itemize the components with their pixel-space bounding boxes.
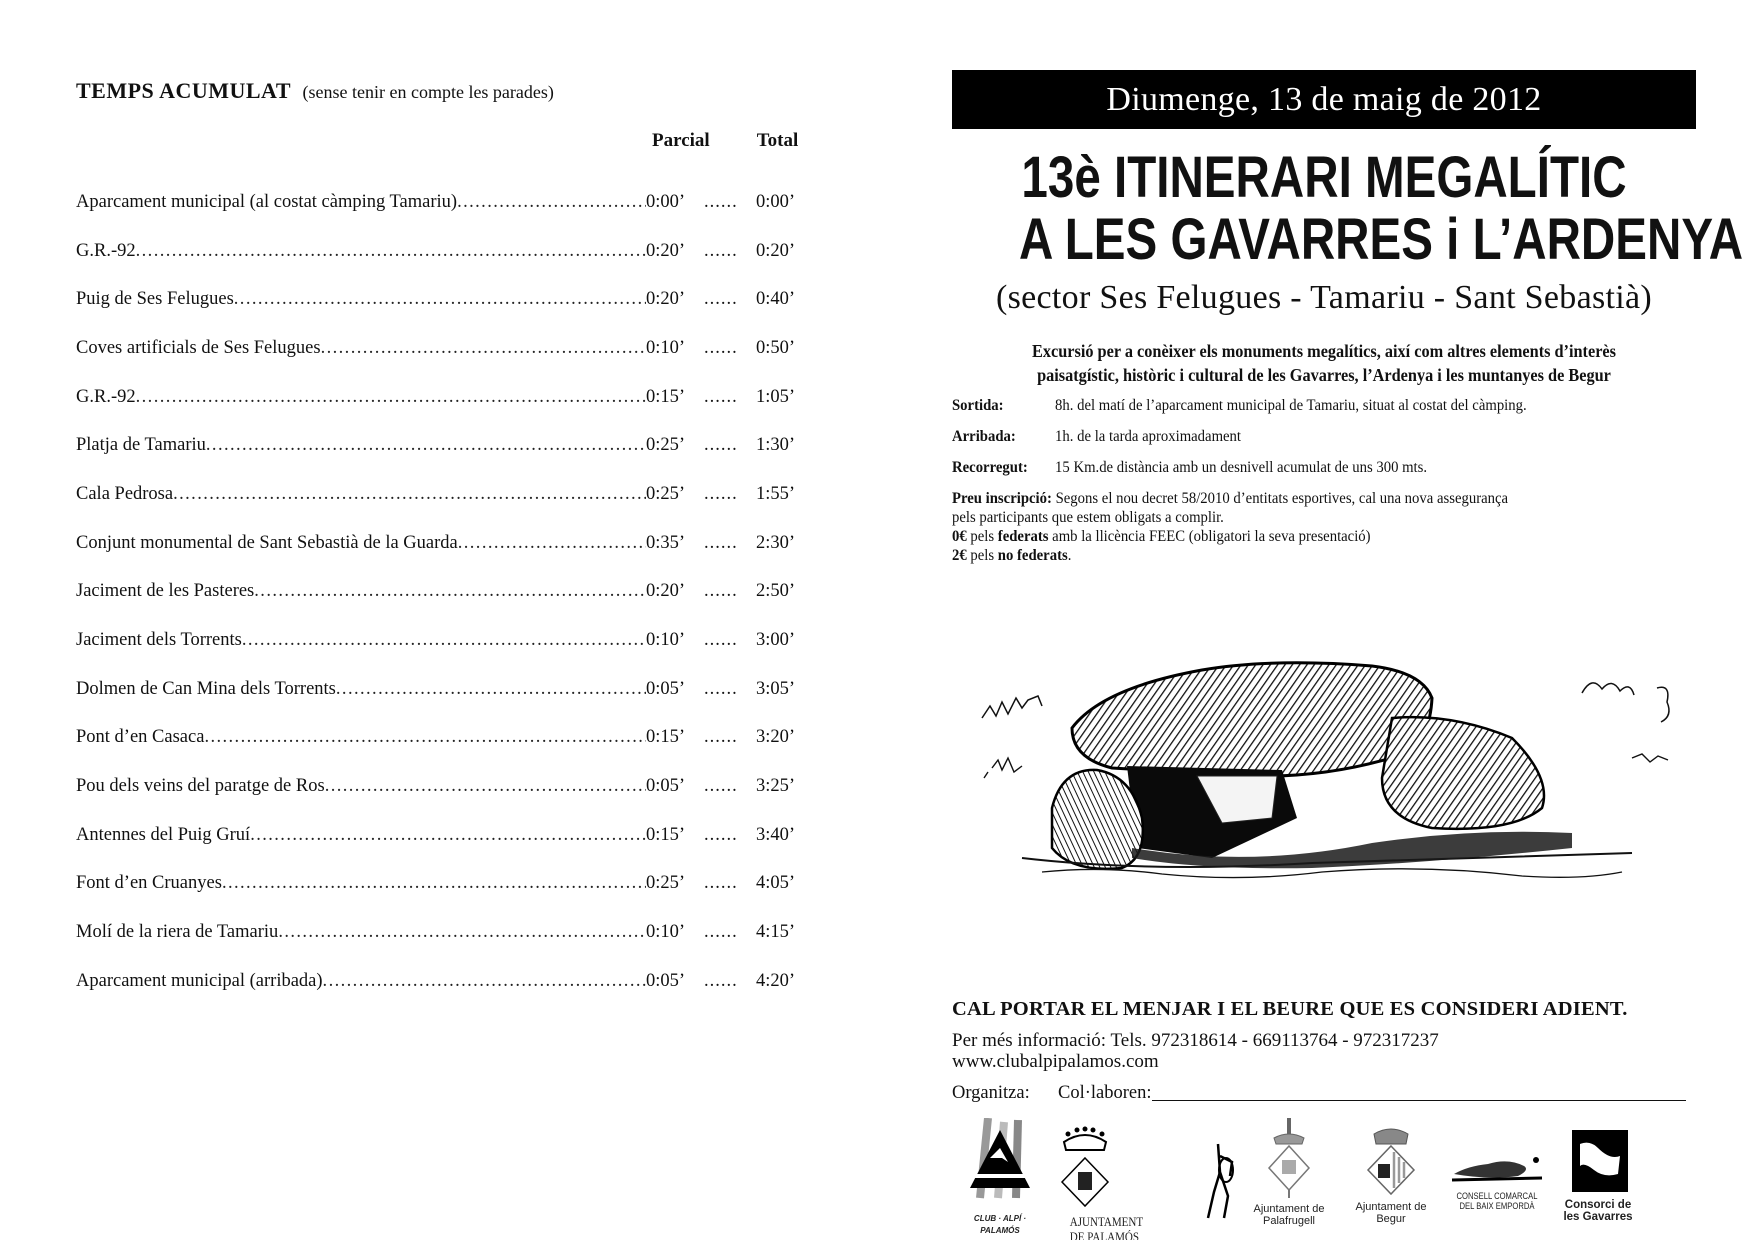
- collaboren-label: Col·laboren:: [1058, 1083, 1152, 1103]
- dot-leader: [250, 825, 646, 846]
- price-nofed-text1: pels: [970, 547, 995, 564]
- intro-line-1: Excursió per a conèixer els monuments megalítics, així com altres elements d’interès: [1031, 341, 1616, 361]
- logo-club-alpi-palamos: [960, 1118, 1040, 1237]
- sortida-value: 8h. del matí de l’aparcament municipal de Tamariu, situat al costat del càmping.: [1055, 397, 1527, 414]
- table-row: [76, 227, 806, 276]
- dot-leader: [458, 533, 646, 554]
- total-time: 3:05’: [756, 678, 796, 699]
- partial-time: 0:10’: [646, 337, 686, 358]
- table-row: [76, 519, 806, 568]
- waypoint-name: Jaciment de les Pasteres: [76, 581, 255, 602]
- total-time: 0:20’: [756, 240, 796, 261]
- begur-caption: [1344, 1201, 1438, 1225]
- right-stone: [1382, 717, 1544, 829]
- arribada-label: Arribada:: [952, 428, 1016, 445]
- table-row: [76, 665, 806, 714]
- dot-leader-total: [694, 435, 756, 456]
- total-time: 1:30’: [756, 435, 796, 456]
- preu-value: Segons el nou decret 58/2010 d’entitats esportives, cal una nova assegurança: [1055, 490, 1509, 507]
- waypoint-name: Antennes del Puig Gruí: [76, 824, 251, 845]
- collaboren-underline: [1152, 1083, 1686, 1101]
- table-row: [76, 421, 806, 470]
- dot-leader-total: [694, 873, 756, 894]
- consorci-logo-icon: [1558, 1130, 1638, 1194]
- header-total: Total: [756, 130, 799, 151]
- hiker-icon: [1204, 1142, 1238, 1222]
- dot-leader: [254, 581, 646, 602]
- price-fed-text2: amb la llicència FEEC (obligatori la seva presentació): [1052, 528, 1371, 545]
- price-no-federats: [952, 546, 1636, 565]
- mountain-logo-icon: [960, 1118, 1040, 1208]
- dot-leader: [206, 435, 646, 456]
- palafrugell-caption-2: Palafrugell: [1263, 1215, 1315, 1227]
- dot-leader: [204, 727, 646, 748]
- logo-ajuntament-palafrugell: [1242, 1118, 1336, 1227]
- logo-consorci-gavarres: [1558, 1130, 1638, 1223]
- partial-time: 0:15’: [646, 824, 686, 845]
- logo-ajuntament-palamos: [1060, 1124, 1190, 1240]
- price-nofed-amount: 2€: [952, 547, 967, 564]
- partial-time: 0:05’: [646, 970, 686, 991]
- palamos-caption: [1070, 1124, 1181, 1240]
- dot-leader: [234, 289, 646, 310]
- dot-leader: [222, 873, 646, 894]
- event-date-banner: Diumenge, 13 de maig de 2012: [952, 70, 1696, 129]
- dot-leader-total: [694, 971, 756, 992]
- arribada-value: 1h. de la tarda aproximadament: [1055, 428, 1242, 445]
- dot-leader: [323, 971, 646, 992]
- partial-time: 0:00’: [646, 191, 686, 212]
- column-headers: [652, 130, 798, 152]
- left-stone: [1052, 770, 1143, 869]
- waypoint-name: Pont d’en Casaca: [76, 727, 205, 748]
- table-row: [76, 470, 806, 519]
- waypoint-name: Dolmen de Can Mina dels Torrents: [76, 678, 336, 699]
- table-row: [76, 762, 806, 811]
- table-row: [76, 178, 806, 227]
- dot-leader: [321, 338, 646, 359]
- recorregut-value: 15 Km.de distància amb un desnivell acumulat de uns 300 mts.: [1055, 459, 1428, 476]
- title-line-2: A LES GAVARRES i L’ARDENYA: [1018, 207, 1744, 272]
- total-time: 3:20’: [756, 727, 796, 748]
- info-recorregut: [952, 459, 1697, 477]
- partial-time: 0:20’: [646, 581, 686, 602]
- partial-time: 0:25’: [646, 435, 686, 456]
- palafrugell-caption-1: Ajuntament de: [1253, 1203, 1325, 1215]
- preu-value-cont: pels participants que estem obligats a complir.: [952, 509, 1224, 526]
- partial-time: 0:25’: [646, 873, 686, 894]
- logo-consell-comarcal: [1448, 1152, 1546, 1211]
- website-link[interactable]: www.clubalpipalamos.com: [952, 1051, 1159, 1072]
- table-row: [76, 616, 806, 665]
- partial-time: 0:10’: [646, 630, 686, 651]
- partial-time: 0:35’: [646, 532, 686, 553]
- waypoint-name: Platja de Tamariu: [76, 435, 206, 456]
- info-preu: [952, 490, 1697, 508]
- table-row: [76, 811, 806, 860]
- partial-time: 0:15’: [646, 727, 686, 748]
- waypoint-name: G.R.-92: [76, 386, 136, 407]
- waypoint-name: Conjunt monumental de Sant Sebastià de la Guarda: [76, 532, 458, 553]
- waypoint-name: Puig de Ses Felugues: [76, 289, 234, 310]
- total-time: 1:55’: [756, 483, 796, 504]
- total-time: 3:00’: [756, 630, 796, 651]
- partial-time: 0:20’: [646, 240, 686, 261]
- dot-leader-total: [694, 825, 756, 846]
- dot-leader: [278, 922, 646, 943]
- palamos-caption-2: DE PALAMÓS: [1069, 1229, 1140, 1240]
- section-title: [76, 78, 806, 104]
- ground-2: [1042, 869, 1622, 878]
- capstone: [1072, 663, 1432, 776]
- dot-leader-total: [694, 533, 756, 554]
- total-time: 3:25’: [756, 776, 796, 797]
- dot-leader: [457, 192, 646, 213]
- waypoint-name: Coves artificials de Ses Felugues: [76, 337, 321, 358]
- partial-time: 0:25’: [646, 483, 686, 504]
- dot-leader: [336, 679, 646, 700]
- consell-caption-1: CONSELL COMARCAL: [1456, 1191, 1538, 1201]
- dot-leader-total: [694, 484, 756, 505]
- total-time: 3:40’: [756, 824, 796, 845]
- table-row: [76, 373, 806, 422]
- preu-label: Preu inscripció:: [952, 490, 1052, 507]
- price-federats: [952, 527, 1636, 546]
- palamos-caption-1: AJUNTAMENT: [1069, 1214, 1144, 1229]
- dot-leader-total: [694, 581, 756, 602]
- begur-caption-1: Ajuntament de: [1355, 1201, 1427, 1213]
- total-time: 4:15’: [756, 922, 796, 943]
- title-note: (sense tenir en compte les parades): [302, 82, 554, 102]
- waypoint-name: Aparcament municipal (al costat càmping Tamariu): [76, 191, 458, 212]
- header-parcial: Parcial: [652, 130, 710, 151]
- total-time: 2:30’: [756, 532, 796, 553]
- dot-leader-total: [694, 338, 756, 359]
- time-table: [76, 178, 806, 1006]
- dot-leader: [242, 630, 646, 651]
- price-fed-amount: 0€: [952, 528, 967, 545]
- table-row: [76, 275, 806, 324]
- info-sortida: [952, 397, 1697, 415]
- partial-time: 0:05’: [646, 678, 686, 699]
- event-sector: (sector Ses Felugues - Tamariu - Sant Sebastià): [996, 279, 1652, 316]
- price-nofed-bold: no federats: [997, 547, 1068, 564]
- title-bold: TEMPS ACUMULAT: [76, 78, 291, 103]
- dot-leader-total: [694, 289, 756, 310]
- organitza-label: Organitza:: [952, 1083, 1030, 1103]
- dot-leader-total: [694, 776, 756, 797]
- notice-bring-food: CAL PORTAR EL MENJAR I EL BEURE QUE ES CONSIDERI ADIENT.: [952, 998, 1628, 1020]
- begur-caption-2: Begur: [1376, 1213, 1406, 1225]
- event-intro: [978, 339, 1670, 387]
- total-time: 4:20’: [756, 970, 796, 991]
- table-row: [76, 860, 806, 909]
- grass-scribble-right: [1582, 683, 1634, 695]
- title-line-1: 13è ITINERARI MEGALÍTIC: [1021, 145, 1627, 210]
- consell-landscape-icon: [1448, 1152, 1546, 1186]
- price-fed-text1: pels: [970, 528, 995, 545]
- waypoint-name: Aparcament municipal (arribada): [76, 970, 323, 991]
- logo-ajuntament-begur: [1344, 1124, 1438, 1225]
- partial-time: 0:20’: [646, 289, 686, 310]
- total-time: 0:00’: [756, 191, 796, 212]
- price-nofed-end: .: [1067, 547, 1072, 564]
- consorci-caption: [1558, 1199, 1638, 1223]
- dot-leader-total: [694, 630, 756, 651]
- event-flyer: [952, 70, 1744, 1240]
- waypoint-name: Font d’en Cruanyes: [76, 873, 222, 894]
- consorci-caption-1: Consorci de: [1564, 1199, 1632, 1211]
- grass-scribble-left: [982, 696, 1042, 718]
- partial-time: 0:15’: [646, 386, 686, 407]
- sponsor-logos: [952, 1118, 1696, 1240]
- price-fed-bold: federats: [997, 528, 1049, 545]
- contact-info: [952, 1030, 1439, 1072]
- grass-scribble-right-3: [1632, 754, 1668, 762]
- dolmen-illustration: [952, 658, 1696, 888]
- total-time: 0:40’: [756, 289, 796, 310]
- total-time: 4:05’: [756, 873, 796, 894]
- sortida-label: Sortida:: [952, 397, 1004, 414]
- intro-line-2: paisatgístic, històric i cultural de les Gavarres, l’Ardenya i les muntanyes de Begur: [1037, 365, 1611, 385]
- waypoint-name: Pou dels veins del paratge de Ros: [76, 776, 325, 797]
- cumulative-time-panel: [76, 78, 806, 991]
- waypoint-name: Cala Pedrosa: [76, 483, 174, 504]
- waypoint-name: Molí de la riera de Tamariu: [76, 922, 279, 943]
- logo-caption-cap: CLUB · ALPÍ · PALAMÓS: [973, 1214, 1027, 1235]
- grass-scribble-left-2: [984, 758, 1022, 778]
- dot-leader: [325, 776, 646, 797]
- total-time: 2:50’: [756, 581, 796, 602]
- dot-leader-total: [694, 922, 756, 943]
- contact-phones: Per més informació: Tels. 972318614 - 669113764 - 972317237: [952, 1030, 1439, 1051]
- total-time: 1:05’: [756, 386, 796, 407]
- begur-crest-icon: [1344, 1124, 1438, 1196]
- consell-caption-2: DEL BAIX EMPORDÀ: [1459, 1201, 1535, 1211]
- dot-leader-total: [694, 241, 756, 262]
- waypoint-name: G.R.-92: [76, 240, 136, 261]
- table-row: [76, 324, 806, 373]
- event-title: [1018, 145, 1744, 272]
- partial-time: 0:10’: [646, 922, 686, 943]
- palafrugell-crest-icon: [1242, 1118, 1336, 1198]
- table-row: [76, 568, 806, 617]
- logo-hiker-figure: [1204, 1142, 1238, 1227]
- dot-leader-total: [694, 679, 756, 700]
- palafrugell-caption: [1242, 1203, 1336, 1227]
- grass-scribble-right-2: [1657, 687, 1669, 722]
- total-time: 0:50’: [756, 337, 796, 358]
- event-info: [952, 397, 1696, 565]
- dot-leader-total: [694, 387, 756, 408]
- table-row: [76, 714, 806, 763]
- dot-leader-total: [694, 192, 756, 213]
- waypoint-name: Jaciment dels Torrents: [76, 630, 242, 651]
- table-row: [76, 908, 806, 957]
- info-arribada: [952, 428, 1697, 446]
- dot-leader: [136, 241, 646, 262]
- consorci-caption-2: les Gavarres: [1563, 1211, 1633, 1223]
- organizers-row: [952, 1083, 1696, 1104]
- consell-caption: [1455, 1191, 1538, 1211]
- partial-time: 0:05’: [646, 776, 686, 797]
- dot-leader: [136, 387, 646, 408]
- table-row: [76, 957, 806, 1006]
- dot-leader: [173, 484, 646, 505]
- dot-leader-total: [694, 727, 756, 748]
- recorregut-label: Recorregut:: [952, 459, 1028, 476]
